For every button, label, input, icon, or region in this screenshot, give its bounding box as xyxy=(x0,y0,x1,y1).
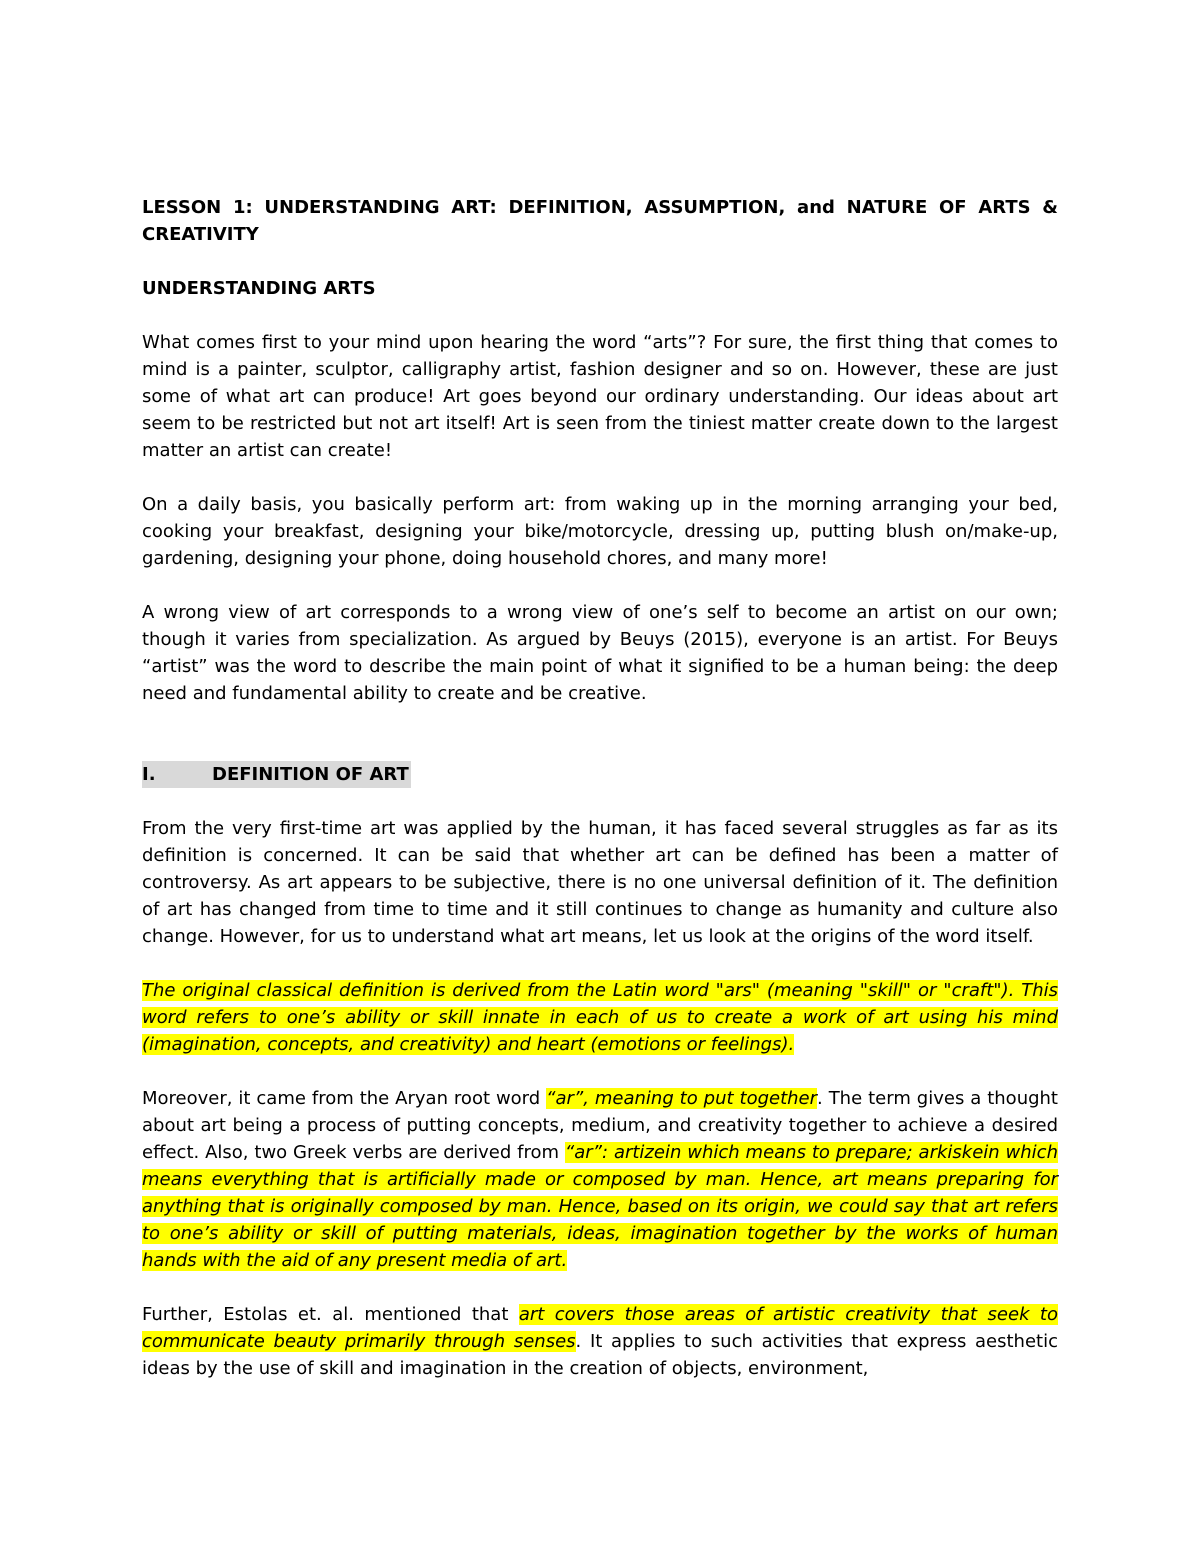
spacer xyxy=(142,248,1058,275)
highlight-ar-meaning: “ar”, meaning to put together xyxy=(546,1088,818,1109)
text-aryan-b: . The term gives a thought about art being a process of putting concepts, medium, and creativity together to achieve a desired effect. Also, two Greek verbs are derived from xyxy=(142,1088,1058,1163)
lesson-title: LESSON 1: UNDERSTANDING ART: DEFINITION, ASSUMPTION, and NATURE OF ARTS & CREATIVITY xyxy=(142,197,1058,245)
text-estolas-b: . It applies to such activities that express aesthetic ideas by the use of skill and imagination in the creation of objects, environment, xyxy=(142,1331,1058,1379)
highlight-art-covers: art covers those areas of artistic creativity that seek to communicate beauty primarily through senses xyxy=(142,1304,1058,1352)
section-i-heading xyxy=(142,761,1058,788)
highlight-greek-verbs: “ar”: artizein which means to prepare; arkiskein which means everything that is artificially made or composed by man. Hence, art means preparing for anything that is originally composed by man. Hence, based on its origin, we could say that art refers to one’s ability or skill of putting materials, ideas, imagination together by the works of human hands with the aid of any present media of art. xyxy=(142,1142,1058,1271)
paragraph-classical-definition xyxy=(142,977,1058,1058)
spacer xyxy=(142,302,1058,329)
paragraph-estolas xyxy=(142,1301,1058,1382)
spacer xyxy=(142,788,1058,815)
paragraph-daily-art: On a daily basis, you basically perform art: from waking up in the morning arranging your bed, cooking your breakfast, designing your bike/motorcycle, dressing up, putting blush on/make-up, gardening, designing your phone, doing household chores, and many more! xyxy=(142,494,1058,569)
highlight-classical-definition: The original classical definition is derived from the Latin word "ars" (meaning "skill" or "craft"). This word refers to one’s ability or skill innate in each of us to create a work of art using his mind (imagination, concepts, and creativity) and heart (emotions or feelings). xyxy=(142,980,1058,1055)
spacer xyxy=(142,707,1058,761)
section-heading-understanding-arts: UNDERSTANDING ARTS xyxy=(142,278,376,299)
section-i-number: I. xyxy=(142,764,156,785)
paragraph-wrong-view: A wrong view of art corresponds to a wrong view of one’s self to become an artist on our own; though it varies from specialization. As argued by Beuys (2015), everyone is an artist. For Beuys “artist” was the word to describe the main point of what it signified to be a human being: the deep need and fundamental ability to create and be creative. xyxy=(142,602,1058,704)
text-aryan-a: Moreover, it came from the Aryan root word xyxy=(142,1088,547,1109)
document-page xyxy=(142,194,1058,1382)
section-i-heading-shaded xyxy=(142,761,411,788)
paragraph-aryan-root xyxy=(142,1085,1058,1274)
paragraph-definition-intro: From the very first-time art was applied by the human, it has faced several struggles as far as its definition is concerned. It can be said that whether art can be defined has been a matter of controversy. As art appears to be subjective, there is no one universal definition of it. The definition of art has changed from time to time and it still continues to change as humanity and culture also change. However, for us to understand what art means, let us look at the origins of the word itself. xyxy=(142,818,1058,947)
spacer xyxy=(142,572,1058,599)
section-i-title: DEFINITION OF ART xyxy=(212,764,409,785)
text-estolas-a: Further, Estolas et. al. mentioned that xyxy=(142,1304,519,1325)
paragraph-intro: What comes first to your mind upon hearing the word “arts”? For sure, the first thing that comes to mind is a painter, sculptor, calligraphy artist, fashion designer and so on. However, these are just some of what art can produce! Art goes beyond our ordinary understanding. Our ideas about art seem to be restricted but not art itself! Art is seen from the tiniest matter create down to the largest matter an artist can create! xyxy=(142,332,1058,461)
spacer xyxy=(142,950,1058,977)
spacer xyxy=(142,464,1058,491)
spacer xyxy=(142,1058,1058,1085)
spacer xyxy=(142,1274,1058,1301)
